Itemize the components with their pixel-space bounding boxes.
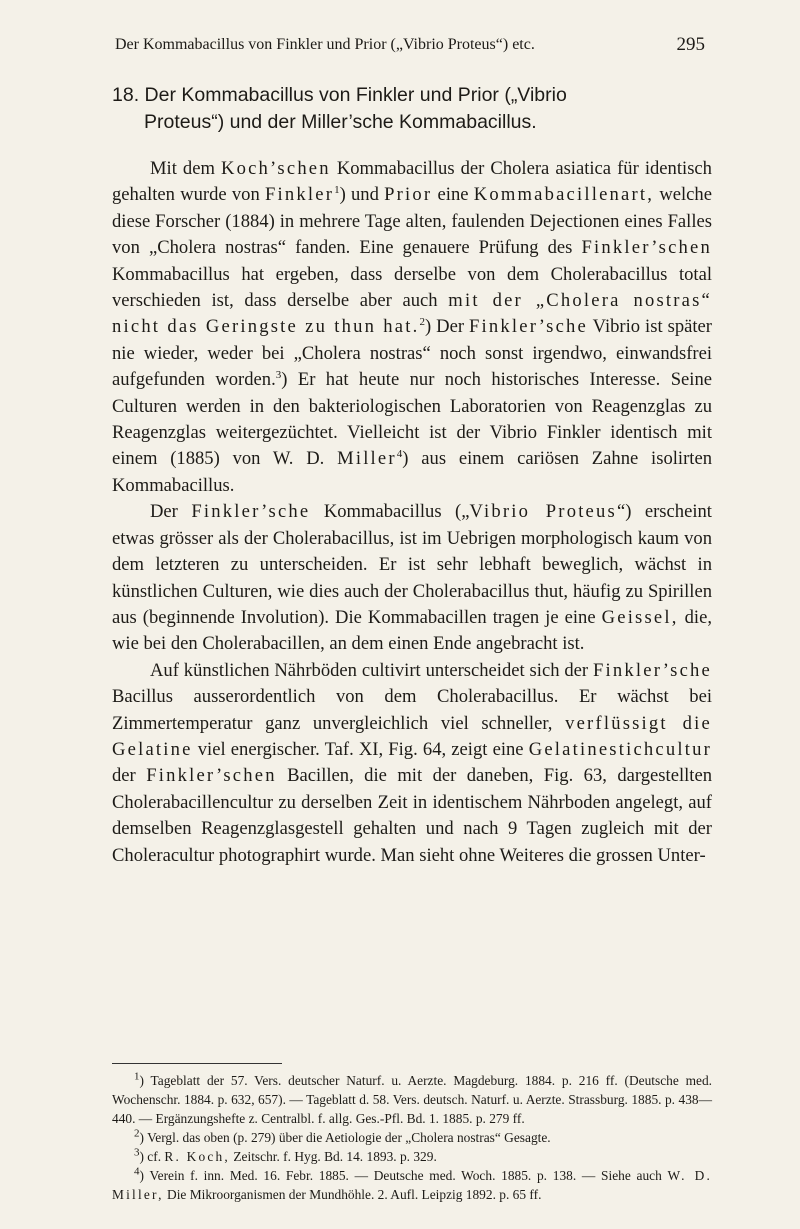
footnote-1: [112, 1071, 712, 1128]
author-name-miller: W. D. Miller,: [112, 1168, 712, 1202]
text-run: welche diese Forscher (1884) in mehrere Tage alten, faulenden Dejectionen eines Falles von „Cholera nostras“ fanden. Eine genauere Prüfung des: [112, 184, 712, 259]
section-title-line-1: 18. Der Kommabacillus von Finkler und Prior („Vibrio: [112, 84, 567, 106]
author-name-finkler: Finkler’schen: [581, 237, 712, 259]
author-name-koch: Koch’schen: [220, 158, 331, 179]
text-run: ) und: [339, 184, 385, 206]
text-run: viel energischer. Taf. XI, Fig. 64, zeigt eine: [192, 738, 529, 760]
footnote-ref-1[interactable]: 1: [334, 184, 340, 197]
emphasis-verfluessigt: verflüssigt die Gelatine: [112, 712, 712, 760]
emphasis-vibrio-proteus: Vibrio Proteus: [469, 501, 617, 523]
footnote-ref-3[interactable]: 3: [275, 369, 282, 382]
author-name-finkler: Finkler’schen: [146, 765, 277, 787]
emphasis-gelatinestichcultur: Gelatinestichcultur: [528, 738, 712, 760]
paragraph-3: [112, 658, 712, 869]
footnote-text: Zeitschr. f. Hyg. Bd. 14. 1893. p. 329.: [230, 1149, 437, 1164]
author-name-finkler: Finkler’sche: [592, 659, 712, 681]
footnote-4: [112, 1166, 712, 1204]
footnote-3: [112, 1147, 712, 1166]
paragraph-1: [112, 156, 712, 499]
footnote-text: ) Verein f. inn. Med. 16. Febr. 1885. — Deutsche med. Woch. 1885. p. 138. — Siehe auch: [139, 1168, 668, 1183]
section-title-line-2: Proteus“) und der Miller’sche Kommabacillus.: [144, 111, 537, 133]
text-run: Kommabacillus hat ergeben, dass derselbe von dem Cholerabacillus total verschieden ist, dass derselbe aber auch: [112, 263, 712, 312]
body-text: [112, 156, 712, 869]
text-run: Bacillen, die mit der daneben, Fig. 63, dargestellten Cholerabacillencultur zu derselben Zeit in identischem Nährboden angelegt, auf demselben Reagenzglasgestell gehalten und nach 9 Tagen zugleich mit der Choleracultur photographirt wurde. Man sieht ohne Weiteres die grossen Unter-: [112, 765, 712, 866]
text-run: Mit dem: [150, 158, 221, 179]
text-run: Bacillus ausserordentlich von dem Cholerabacillus. Er wächst bei Zimmertemperatur ganz unvergleichlich viel schneller,: [112, 686, 712, 734]
footnote-text: Die Mikroorganismen der Mundhöhle. 2. Aufl. Leipzig 1892. p. 65 ff.: [163, 1187, 542, 1202]
text-run: eine: [432, 184, 474, 206]
footnote-ref-2[interactable]: 2: [419, 316, 425, 329]
footnote-divider: [112, 1063, 282, 1064]
paragraph-2: [112, 499, 712, 657]
text-run: Der: [150, 501, 192, 523]
text-run: Auf künstlichen Nährböden cultivirt unterscheidet sich der: [150, 659, 593, 681]
text-run: ) Er hat heute nur noch historisches Interesse. Seine Culturen werden in den bakteriologischen Laboratorien von Reagenzglas zu Reagenzglas weitergezüchtet. Vielleicht ist der Vibrio Finkler identisch mit einem (1885) von W. D.: [112, 369, 713, 470]
text-run: ) aus einem cariösen Zahne isolirten Kommabacillus.: [112, 448, 712, 496]
running-header: [115, 36, 705, 54]
author-name-finkler: Finkler’sche: [469, 316, 589, 338]
text-run: Kommabacillus der Cholera asiatica für identisch gehalten wurde von: [112, 158, 712, 206]
text-run: Kommabacillus („: [310, 501, 470, 523]
footnote-mark-2: 2: [134, 1127, 140, 1140]
footnote-mark-3: 3: [134, 1146, 140, 1159]
author-name-koch: R. Koch,: [164, 1149, 230, 1164]
footnote-text: ) Tageblatt der 57. Vers. deutscher Naturf. u. Aerzte. Magdeburg. 1884. p. 216 ff. (Deutsche med. Wochenschr. 1884. p. 632, 657). — Tageblatt d. 58. Vers. deutsch. Naturf. u. Aerzte. Strassburg. 1885. p. 438—440. — Ergänzungshefte z. Centralbl. f. allg. Ges.-Pfl. Bd. 1. 1885. p. 279 ff.: [112, 1073, 712, 1126]
author-name-prior: Prior: [384, 184, 433, 206]
text-run: “) erscheint etwas grösser als der Cholerabacillus, ist im Uebrigen morphologisch kaum von dem letzteren zu unterscheiden. Er ist sehr lebhaft beweglich, wächst in künstlichen Culturen, wie dies auch der Cholerabacillus thut, häufig zu Spirillen aus (beginnende Involution). Die Kommabacillen tragen je eine: [112, 501, 712, 628]
footnote-mark-1: 1: [134, 1070, 140, 1083]
emphasis-cholera-nostras: mit der „Cholera nostras“ nicht das Geringste zu thun hat.: [112, 290, 712, 338]
author-name-finkler: Finkler: [264, 184, 335, 206]
footnotes: [112, 1071, 712, 1204]
section-title: [112, 82, 712, 136]
running-title: Der Kommabacillus von Finkler und Prior („Vibrio Proteus“) etc.: [115, 36, 535, 53]
footnote-text: ) cf.: [139, 1149, 165, 1164]
text-run: die, wie bei den Cholerabacillen, an dem einen Ende angebracht ist.: [112, 606, 712, 655]
author-name-miller: Miller: [337, 448, 397, 470]
footnote-ref-4[interactable]: 4: [396, 448, 403, 461]
footnote-2: [112, 1128, 712, 1147]
text-run: ) Der: [424, 316, 469, 338]
text-run: Vibrio ist später nie wieder, weder bei „Cholera nostras“ noch sonst irgendwo, einwandsfrei aufgefunden worden.: [112, 316, 712, 391]
text-run: der: [112, 765, 147, 787]
emphasis-kommabacillenart: Kommabacillenart,: [473, 184, 655, 206]
author-name-finkler: Finkler’sche: [191, 501, 311, 523]
emphasis-geissel: Geissel,: [601, 606, 679, 628]
footnote-text: ) Vergl. das oben (p. 279) über die Aetiologie der „Cholera nostras“ Gesagte.: [139, 1130, 551, 1145]
page-number: 295: [676, 34, 705, 55]
footnote-mark-4: 4: [134, 1165, 140, 1178]
